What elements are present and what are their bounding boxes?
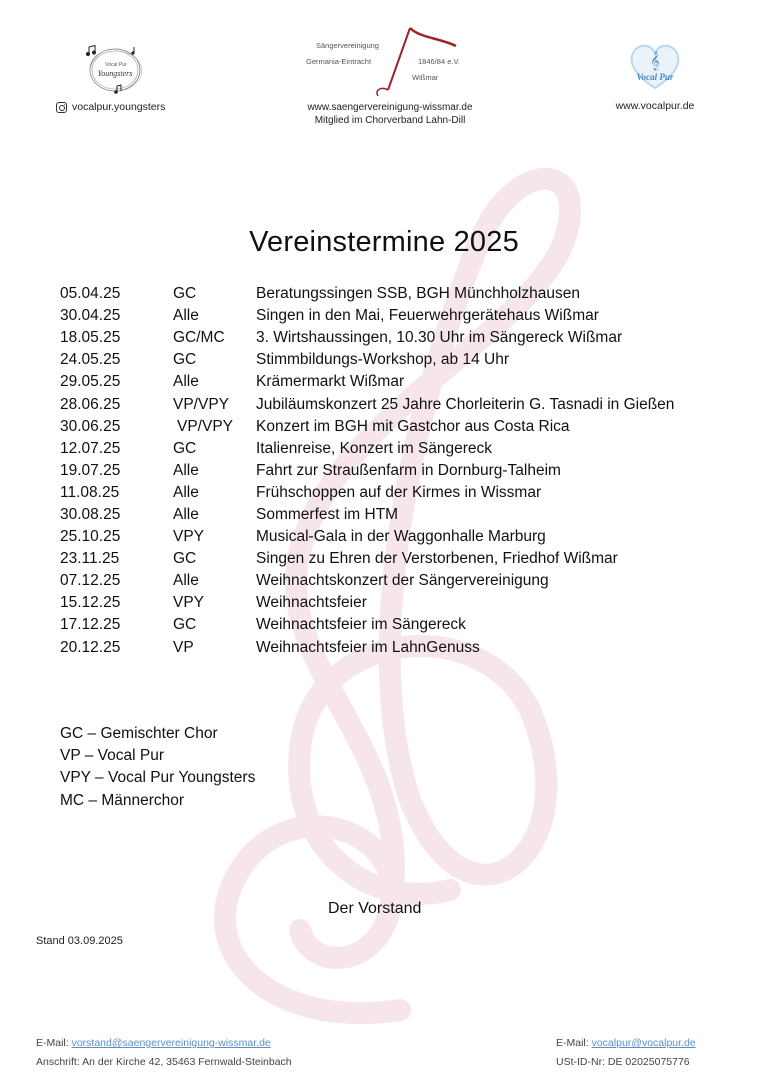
event-date: 18.05.25 bbox=[60, 329, 121, 347]
event-date: 17.12.25 bbox=[60, 616, 121, 634]
event-group: Alle bbox=[173, 307, 199, 325]
event-date: 11.08.25 bbox=[60, 483, 120, 501]
svg-text:Vocal Pur: Vocal Pur bbox=[636, 72, 674, 82]
svg-text:Vocal Pur: Vocal Pur bbox=[105, 62, 127, 68]
event-row bbox=[60, 548, 740, 570]
event-description: Italienreise, Konzert im Sängereck bbox=[256, 439, 493, 457]
legend-item: MC – Männerchor bbox=[60, 791, 185, 809]
saengervereinigung-logo bbox=[270, 18, 510, 100]
event-description: Jubiläumskonzert 25 Jahre Chorleiterin G. Tasnadi in Gießen bbox=[256, 395, 675, 413]
signature: Der Vorstand bbox=[328, 900, 422, 917]
event-description: Weihnachtskonzert der Sängervereinigung bbox=[256, 572, 549, 590]
event-description: Weihnachtsfeier im LahnGenuss bbox=[256, 638, 480, 656]
event-description: Sommerfest im HTM bbox=[256, 505, 399, 523]
event-group: GC bbox=[173, 550, 197, 568]
event-date: 15.12.25 bbox=[60, 594, 121, 612]
event-date: 30.06.25 bbox=[60, 417, 121, 435]
footer-address: Anschrift: An der Kirche 42, 35463 Fernwald-Steinbach bbox=[36, 1056, 292, 1068]
event-group: VP bbox=[173, 638, 194, 656]
event-date: 20.12.25 bbox=[60, 638, 121, 656]
vocal-pur-heart-logo bbox=[625, 38, 685, 94]
footer-email-line bbox=[556, 1034, 696, 1053]
vocalpur-website-link[interactable]: www.vocalpur.de bbox=[615, 100, 695, 112]
event-group: GC bbox=[173, 351, 197, 369]
event-row bbox=[60, 570, 740, 592]
vorstand-email-link[interactable]: vorstand@saengervereinigung-wissmar.de bbox=[71, 1037, 271, 1049]
event-row bbox=[60, 327, 740, 349]
treble-clef-icon: 𝄞 bbox=[650, 51, 660, 70]
event-row bbox=[60, 438, 740, 460]
vocalpur-email-link[interactable]: vocalpur@vocalpur.de bbox=[591, 1037, 696, 1049]
event-row bbox=[60, 504, 740, 526]
event-date: 23.11.25 bbox=[60, 550, 120, 568]
event-group: GC/MC bbox=[173, 329, 225, 347]
org-place: Wißmar bbox=[412, 73, 439, 82]
event-description: Musical-Gala in der Waggonhalle Marburg bbox=[256, 528, 546, 546]
membership-text: Mitglied im Chorverband Lahn-Dill bbox=[314, 115, 466, 126]
header-left bbox=[40, 40, 190, 100]
footer-email-line bbox=[36, 1034, 292, 1053]
event-description: Fahrt zur Straußenfarm in Dornburg-Talheim bbox=[256, 461, 561, 479]
event-row bbox=[60, 482, 740, 504]
event-group: GC bbox=[173, 285, 197, 303]
vocal-pur-youngsters-logo bbox=[85, 40, 145, 100]
legend-item: VPY – Vocal Pur Youngsters bbox=[60, 769, 256, 787]
event-description: Singen in den Mai, Feuerwehrgerätehaus Wißmar bbox=[256, 307, 599, 325]
event-description: Krämermarkt Wißmar bbox=[256, 373, 405, 391]
footer-left bbox=[36, 1034, 292, 1072]
footer-right bbox=[556, 1034, 696, 1072]
event-row bbox=[60, 393, 740, 415]
event-group: VPY bbox=[173, 528, 205, 546]
event-row bbox=[60, 371, 740, 393]
event-description: Weihnachtsfeier im Sängereck bbox=[256, 616, 466, 634]
event-description: 3. Wirtshaussingen, 10.30 Uhr im Sängereck Wißmar bbox=[256, 329, 623, 347]
event-row bbox=[60, 592, 740, 614]
event-description: Weihnachtsfeier bbox=[256, 594, 367, 612]
org-founding-year: 1846/84 e.V. bbox=[418, 57, 460, 66]
event-date: 25.10.25 bbox=[60, 528, 121, 546]
event-description: Singen zu Ehren der Verstorbenen, Friedhof Wißmar bbox=[256, 550, 618, 568]
event-date: 30.08.25 bbox=[60, 505, 121, 523]
footer-tax-id: USt-ID-Nr: DE 02025075776 bbox=[556, 1056, 690, 1068]
event-date: 29.05.25 bbox=[60, 373, 121, 391]
event-date: 30.04.25 bbox=[60, 307, 121, 325]
event-date: 19.07.25 bbox=[60, 461, 121, 479]
event-row bbox=[60, 416, 740, 438]
event-row bbox=[60, 637, 740, 659]
event-row bbox=[60, 305, 740, 327]
org-name-line2: Germania-Eintracht bbox=[306, 57, 372, 66]
event-description: Beratungssingen SSB, BGH Münchholzhausen bbox=[256, 285, 580, 303]
legend-item: VP – Vocal Pur bbox=[60, 747, 164, 765]
event-group: VP/VPY bbox=[173, 395, 229, 413]
event-group: GC bbox=[173, 439, 197, 457]
event-group: Alle bbox=[173, 483, 199, 501]
event-row bbox=[60, 349, 740, 371]
header-right bbox=[590, 38, 720, 112]
event-date: 05.04.25 bbox=[60, 285, 121, 303]
instagram-handle-line bbox=[56, 101, 165, 113]
event-description: Konzert im BGH mit Gastchor aus Costa Rica bbox=[256, 417, 570, 435]
legend-item: GC – Gemischter Chor bbox=[60, 725, 218, 743]
event-group: Alle bbox=[173, 373, 199, 391]
saengervereinigung-website-link[interactable]: www.saengervereinigung-wissmar.de bbox=[307, 102, 473, 113]
event-row bbox=[60, 460, 740, 482]
event-description: Frühschoppen auf der Kirmes in Wissmar bbox=[256, 483, 542, 501]
event-group: VPY bbox=[173, 594, 205, 612]
email-label: E-Mail: bbox=[36, 1037, 69, 1049]
event-date: 07.12.25 bbox=[60, 572, 121, 590]
svg-text:Youngsters: Youngsters bbox=[97, 69, 133, 78]
event-date: 28.06.25 bbox=[60, 395, 121, 413]
event-row bbox=[60, 526, 740, 548]
event-group: GC bbox=[173, 616, 197, 634]
event-group: Alle bbox=[173, 505, 199, 523]
page-title: Vereinstermine 2025 bbox=[249, 226, 519, 258]
instagram-handle: vocalpur.youngsters bbox=[72, 101, 166, 113]
event-date: 12.07.25 bbox=[60, 439, 121, 457]
events-list bbox=[60, 283, 740, 659]
event-description: Stimmbildungs-Workshop, ab 14 Uhr bbox=[256, 351, 509, 369]
event-group: Alle bbox=[173, 572, 199, 590]
event-group: Alle bbox=[173, 461, 199, 479]
event-date: 24.05.25 bbox=[60, 351, 121, 369]
instagram-icon bbox=[56, 102, 67, 113]
email-label: E-Mail: bbox=[556, 1037, 589, 1049]
org-name-line1: Sängervereinigung bbox=[316, 41, 379, 50]
event-row bbox=[60, 614, 740, 636]
event-group: VP/VPY bbox=[177, 417, 233, 435]
revision-date: Stand 03.09.2025 bbox=[36, 935, 123, 947]
group-legend bbox=[60, 723, 255, 812]
header-center bbox=[270, 18, 510, 126]
event-row bbox=[60, 283, 740, 305]
